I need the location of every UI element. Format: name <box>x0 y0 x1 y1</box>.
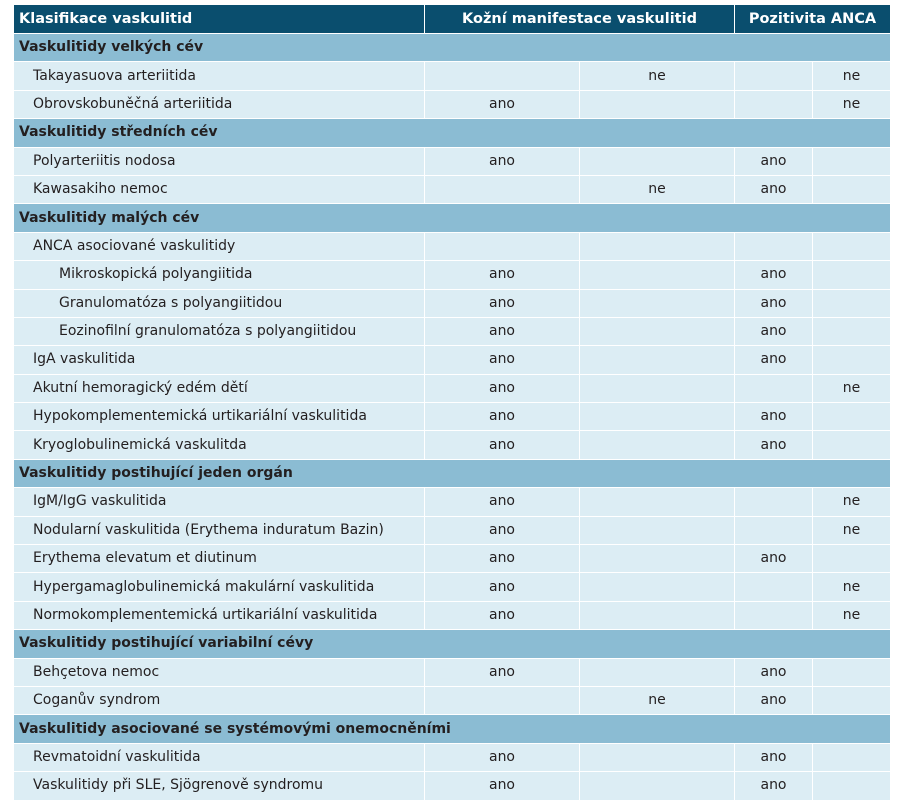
vasculitis-name: IgM/IgG vaskulitida <box>14 488 425 516</box>
skin-no-cell <box>580 374 735 402</box>
skin-no-cell <box>580 346 735 374</box>
skin-no-cell <box>580 147 735 175</box>
table-row <box>14 232 891 260</box>
vasculitis-name: Granulomatóza s polyangiitidou <box>14 289 425 317</box>
anca-no-cell <box>813 175 891 203</box>
group-label: Vaskulitidy postihující variabilní cévy <box>14 630 891 658</box>
anca-yes-cell: ano <box>735 261 813 289</box>
group-label: Vaskulitidy středních cév <box>14 119 891 147</box>
group-header-row <box>14 630 891 658</box>
table-wrapper <box>13 4 890 801</box>
anca-yes-cell <box>735 601 813 629</box>
anca-yes-cell <box>735 488 813 516</box>
vasculitis-name: Polyarteriitis nodosa <box>14 147 425 175</box>
anca-no-cell <box>813 317 891 345</box>
anca-no-cell: ne <box>813 601 891 629</box>
anca-yes-cell: ano <box>735 743 813 771</box>
group-header-row <box>14 459 891 487</box>
skin-yes-cell: ano <box>425 573 580 601</box>
table-row <box>14 90 891 118</box>
group-label: Vaskulitidy velkých cév <box>14 34 891 62</box>
anca-no-cell: ne <box>813 374 891 402</box>
anca-yes-cell: ano <box>735 289 813 317</box>
vasculitis-name: Vaskulitidy při SLE, Sjögrenově syndromu <box>14 772 425 800</box>
table-row <box>14 743 891 771</box>
table-row <box>14 403 891 431</box>
skin-yes-cell: ano <box>425 545 580 573</box>
vasculitis-name: Hypergamaglobulinemická makulární vaskulitida <box>14 573 425 601</box>
anca-yes-cell: ano <box>735 772 813 800</box>
skin-no-cell: ne <box>580 686 735 714</box>
skin-yes-cell: ano <box>425 147 580 175</box>
skin-yes-cell: ano <box>425 346 580 374</box>
skin-yes-cell: ano <box>425 431 580 459</box>
skin-yes-cell: ano <box>425 658 580 686</box>
skin-yes-cell: ano <box>425 772 580 800</box>
anca-no-cell <box>813 346 891 374</box>
anca-no-cell <box>813 686 891 714</box>
anca-yes-cell <box>735 90 813 118</box>
table-row <box>14 175 891 203</box>
vasculitis-name: Eozinofilní granulomatóza s polyangiitidou <box>14 317 425 345</box>
skin-yes-cell <box>425 686 580 714</box>
skin-yes-cell: ano <box>425 261 580 289</box>
anca-yes-cell: ano <box>735 346 813 374</box>
anca-no-cell <box>813 772 891 800</box>
skin-yes-cell <box>425 232 580 260</box>
anca-yes-cell <box>735 62 813 90</box>
group-header-row <box>14 204 891 232</box>
table-row <box>14 686 891 714</box>
anca-yes-cell: ano <box>735 431 813 459</box>
skin-no-cell <box>580 90 735 118</box>
anca-no-cell <box>813 403 891 431</box>
table-header-row <box>14 5 891 34</box>
skin-no-cell <box>580 743 735 771</box>
skin-no-cell <box>580 545 735 573</box>
anca-yes-cell: ano <box>735 317 813 345</box>
table-row <box>14 261 891 289</box>
anca-no-cell: ne <box>813 488 891 516</box>
table-row <box>14 346 891 374</box>
table-row <box>14 374 891 402</box>
skin-no-cell <box>580 601 735 629</box>
skin-no-cell <box>580 232 735 260</box>
header-skin-manifestation: Kožní manifestace vaskulitid <box>425 5 735 34</box>
anca-no-cell <box>813 431 891 459</box>
table-row <box>14 317 891 345</box>
skin-yes-cell: ano <box>425 317 580 345</box>
skin-yes-cell <box>425 175 580 203</box>
group-label: Vaskulitidy malých cév <box>14 204 891 232</box>
skin-yes-cell: ano <box>425 374 580 402</box>
group-header-row <box>14 715 891 743</box>
anca-no-cell <box>813 289 891 317</box>
table-row <box>14 431 891 459</box>
skin-yes-cell: ano <box>425 743 580 771</box>
skin-yes-cell <box>425 62 580 90</box>
group-label: Vaskulitidy asociované se systémovými onemocněními <box>14 715 891 743</box>
vasculitis-name: Takayasuova arteriitida <box>14 62 425 90</box>
vasculitis-name: Erythema elevatum et diutinum <box>14 545 425 573</box>
anca-yes-cell: ano <box>735 686 813 714</box>
anca-yes-cell <box>735 516 813 544</box>
header-anca-positivity: Pozitivita ANCA <box>735 5 891 34</box>
vasculitis-name: Kryoglobulinemická vaskulitda <box>14 431 425 459</box>
anca-yes-cell: ano <box>735 658 813 686</box>
vasculitis-name: Nodularní vaskulitida (Erythema induratum Bazin) <box>14 516 425 544</box>
anca-yes-cell: ano <box>735 147 813 175</box>
table-row <box>14 772 891 800</box>
skin-no-cell <box>580 261 735 289</box>
anca-no-cell <box>813 147 891 175</box>
anca-yes-cell: ano <box>735 403 813 431</box>
vasculitis-name: Behçetova nemoc <box>14 658 425 686</box>
anca-yes-cell <box>735 232 813 260</box>
skin-no-cell <box>580 772 735 800</box>
vasculitis-name: Revmatoidní vaskulitida <box>14 743 425 771</box>
skin-no-cell: ne <box>580 175 735 203</box>
table-row <box>14 62 891 90</box>
skin-yes-cell: ano <box>425 403 580 431</box>
table-row <box>14 516 891 544</box>
anca-no-cell: ne <box>813 62 891 90</box>
vasculitis-name: ANCA asociované vaskulitidy <box>14 232 425 260</box>
anca-no-cell <box>813 232 891 260</box>
vasculitis-name: Mikroskopická polyangiitida <box>14 261 425 289</box>
table-row <box>14 488 891 516</box>
vasculitis-name: Kawasakiho nemoc <box>14 175 425 203</box>
vasculitis-name: Hypokomplementemická urtikariální vaskulitida <box>14 403 425 431</box>
skin-no-cell <box>580 516 735 544</box>
vasculitis-name: Coganův syndrom <box>14 686 425 714</box>
anca-no-cell <box>813 743 891 771</box>
skin-no-cell <box>580 403 735 431</box>
table-row <box>14 658 891 686</box>
anca-yes-cell: ano <box>735 545 813 573</box>
skin-no-cell <box>580 488 735 516</box>
vasculitis-name: Akutní hemoragický edém dětí <box>14 374 425 402</box>
table-row <box>14 289 891 317</box>
skin-no-cell <box>580 289 735 317</box>
vasculitis-name: IgA vaskulitida <box>14 346 425 374</box>
skin-no-cell: ne <box>580 62 735 90</box>
table-row <box>14 545 891 573</box>
skin-no-cell <box>580 317 735 345</box>
anca-no-cell: ne <box>813 573 891 601</box>
skin-yes-cell: ano <box>425 601 580 629</box>
skin-yes-cell: ano <box>425 90 580 118</box>
anca-no-cell: ne <box>813 90 891 118</box>
skin-no-cell <box>580 573 735 601</box>
skin-yes-cell: ano <box>425 488 580 516</box>
skin-yes-cell: ano <box>425 289 580 317</box>
skin-no-cell <box>580 431 735 459</box>
skin-yes-cell: ano <box>425 516 580 544</box>
anca-no-cell: ne <box>813 516 891 544</box>
header-classification: Klasifikace vaskulitid <box>14 5 425 34</box>
table-row <box>14 601 891 629</box>
table-row <box>14 147 891 175</box>
group-label: Vaskulitidy postihující jeden orgán <box>14 459 891 487</box>
anca-yes-cell <box>735 374 813 402</box>
vasculitis-name: Normokomplementemická urtikariální vaskulitida <box>14 601 425 629</box>
anca-no-cell <box>813 545 891 573</box>
table-body <box>14 34 891 801</box>
anca-no-cell <box>813 261 891 289</box>
table-row <box>14 573 891 601</box>
skin-no-cell <box>580 658 735 686</box>
vasculitis-name: Obrovskobuněčná arteriitida <box>14 90 425 118</box>
anca-yes-cell <box>735 573 813 601</box>
group-header-row <box>14 119 891 147</box>
anca-yes-cell: ano <box>735 175 813 203</box>
group-header-row <box>14 34 891 62</box>
anca-no-cell <box>813 658 891 686</box>
vasculitis-classification-table <box>13 4 891 801</box>
